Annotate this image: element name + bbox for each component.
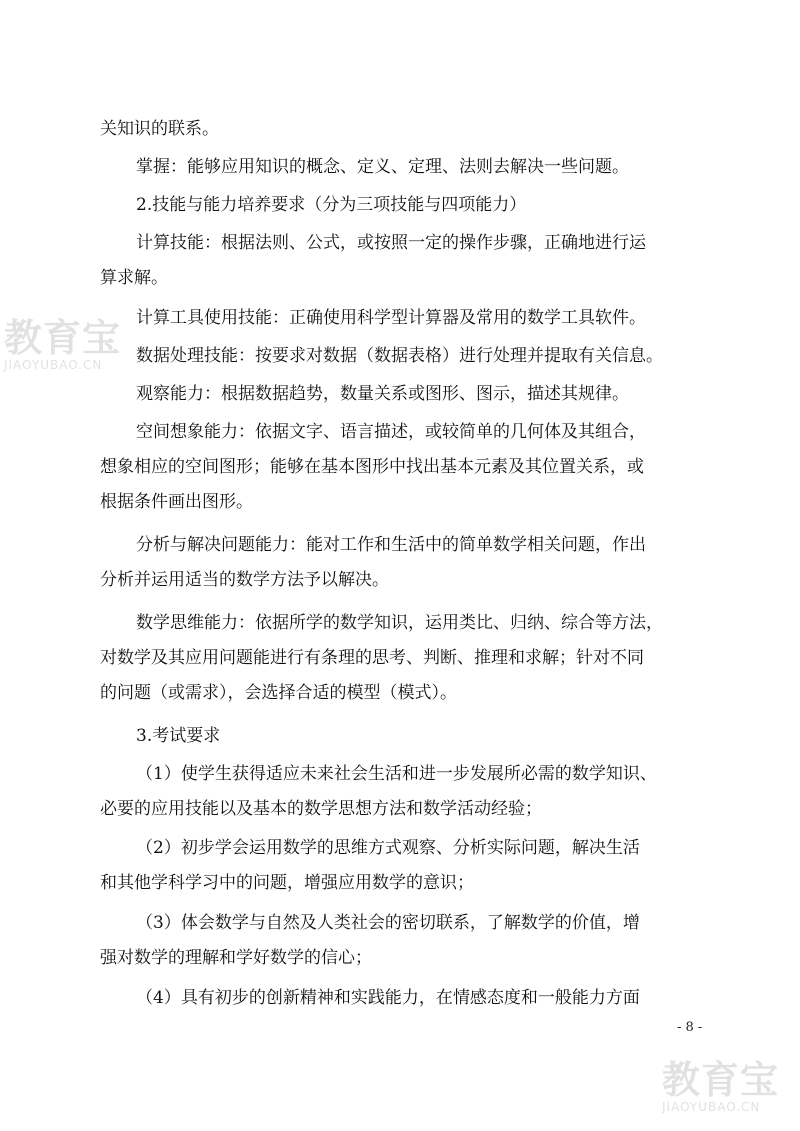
paragraph-spatial-3 [100,485,700,520]
watermark-logo-bottom [662,1060,779,1114]
text-line: 数学思维能力：依据所学的数学知识，运用类比、归纳、综合等方法， [136,613,663,633]
paragraph-thinking-3 [100,676,700,711]
text-line: 的问题（或需求），会选择合适的模型（模式）。 [100,683,457,703]
text-line: （1）使学生获得适应未来社会生活和进一步发展所必需的数学知识、 [136,764,657,784]
paragraph-req-1a [100,757,700,792]
paragraph-spatial-2 [100,450,700,485]
paragraph-analysis-2 [100,563,700,598]
text-line: 和其他学科学习中的问题，增强应用数学的意识； [100,873,474,893]
text-line: 分析并运用适当的数学方法予以解决。 [100,570,389,590]
paragraph-mastery [100,150,700,185]
text-line: 关知识的联系。 [100,119,219,139]
text-line: 算求解。 [100,268,168,288]
watermark-latin: JIAOYUBAO.CN [4,358,103,372]
paragraph-analysis-1 [100,528,700,563]
paragraph-thinking-2 [100,641,700,676]
text-line: 强对数学的理解和学好数学的信心； [100,948,372,968]
text-line: 必要的应用技能以及基本的数学思想方法和数学活动经验； [100,799,542,819]
text-line: 对数学及其应用问题能进行有条理的思考、判断、推理和求解；针对不同 [100,648,644,668]
text-line: 分析与解决问题能力：能对工作和生活中的简单数学相关问题，作出 [136,535,646,555]
text-line: 数据处理技能：按要求对数据（数据表格）进行处理并提取有关信息。 [136,346,663,366]
text-line: 2.技能与能力培养要求（分为三项技能与四项能力） [136,195,527,215]
watermark-chinese: 教育宝 [4,316,122,360]
paragraph-observation [100,377,700,412]
paragraph-calc-skill-cont [100,261,700,296]
page-number: - 8 - [677,1020,703,1035]
paragraph-req-2b [100,866,700,901]
text-line: （2）初步学会运用数学的思维方式观察、分析实际问题，解决生活 [136,838,640,858]
text-line: 掌握：能够应用知识的概念、定义、定理、法则去解决一些问题。 [136,157,629,177]
section-heading-exam [100,719,700,754]
text-line: 计算工具使用技能：正确使用科学型计算器及常用的数学工具软件。 [136,308,646,328]
text-line: 计算技能：根据法则、公式，或按照一定的操作步骤，正确地进行运 [136,233,646,253]
text-line: 想象相应的空间图形；能够在基本图形中找出基本元素及其位置关系，或 [100,457,644,477]
section-heading-skills [100,188,700,223]
text-line: 3.考试要求 [136,726,221,746]
paragraph-req-3a [100,906,700,941]
watermark-chinese: 教育宝 [662,1058,780,1102]
text-line: （4）具有初步的创新精神和实践能力，在情感态度和一般能力方面 [136,988,640,1008]
watermark-logo [4,318,121,372]
paragraph-req-1b [100,792,700,827]
text-line: 空间想象能力：依据文字、语言描述，或较简单的几何体及其组合， [136,422,646,442]
paragraph-thinking-1 [100,606,700,641]
paragraph-data-skill [100,339,700,374]
paragraph-calc-skill [100,226,700,261]
text-line: 根据条件画出图形。 [100,492,253,512]
text-line: （3）体会数学与自然及人类社会的密切联系，了解数学的价值，增 [136,913,640,933]
paragraph-continuation [100,112,700,147]
paragraph-spatial-1 [100,415,700,450]
paragraph-req-4a [100,981,700,1016]
paragraph-req-2a [100,831,700,866]
paragraph-req-3b [100,941,700,976]
paragraph-tool-skill [100,301,700,336]
watermark-latin: JIAOYUBAO.CN [662,1100,761,1114]
text-line: 观察能力：根据数据趋势，数量关系或图形、图示，描述其规律。 [136,384,629,404]
